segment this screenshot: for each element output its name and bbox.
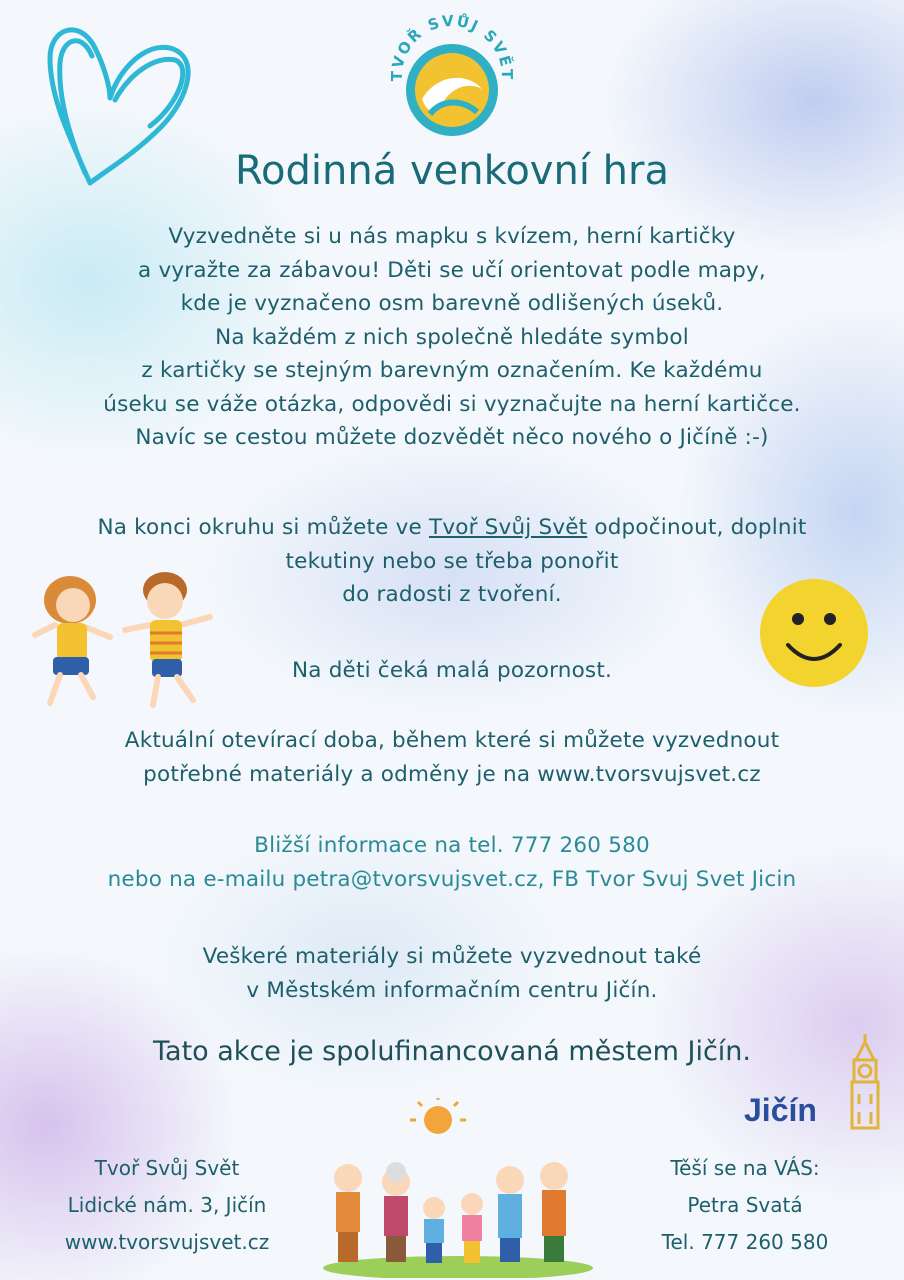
footer-left — [22, 1150, 312, 1261]
intro-paragraph — [0, 220, 904, 455]
contact-line: Bližší informace na tel. 777 260 580 — [254, 833, 650, 858]
intro-line: úseku se váže otázka, odpovědi si vyznačujte na herní kartičce. — [103, 391, 801, 417]
materials-line: v Městském informačním centru Jičín. — [246, 977, 658, 1003]
kids-illustration — [15, 565, 215, 715]
contact-line: nebo na e-mailu petra@tvorsvujsvet.cz, FB Tvor Svuj Svet Jicin — [107, 866, 797, 892]
hours-line: Aktuální otevírací doba, během které si můžete vyzvednout — [124, 728, 780, 753]
hours-line: potřebné materiály a odměny je na www.tvorsvujsvet.cz — [143, 761, 761, 787]
materials-line: Veškeré materiály si můžete vyzvednout také — [202, 944, 702, 969]
footer-org-name: Tvoř Svůj Svět — [94, 1156, 240, 1180]
footer-website: www.tvorsvujsvet.cz — [64, 1230, 270, 1254]
intro-line: Na každém z nich společně hledáte symbol — [215, 324, 689, 350]
hours-paragraph — [0, 724, 904, 791]
footer-right — [610, 1150, 880, 1261]
cofinance-text: Tato akce je spolufinancovaná městem Jičín. — [153, 1036, 751, 1067]
rest-line: do radosti z tvoření. — [342, 582, 562, 607]
tvor-svuj-svet-link[interactable]: Tvoř Svůj Svět — [428, 515, 588, 540]
tvor-svuj-svet-logo — [382, 4, 522, 144]
gift-text: Na děti čeká malá pozornost. — [292, 658, 612, 683]
page-title: Rodinná venkovní hra — [235, 148, 669, 194]
rest-text: odpočinout, doplnit — [587, 515, 807, 540]
materials-paragraph — [0, 940, 904, 1007]
footer-contact-name: Petra Svatá — [687, 1193, 803, 1217]
intro-line: z kartičky se stejným barevným označením. Ke každému — [141, 358, 763, 383]
footer-greeting: Těší se na VÁS: — [670, 1156, 820, 1180]
jicin-logo-text: Jičín — [744, 1092, 817, 1128]
family-illustration — [318, 1098, 598, 1278]
intro-line: Vyzvedněte si u nás mapku s kvízem, herní kartičky — [168, 224, 736, 249]
intro-line: a vyražte za zábavou! Děti se učí orientovat podle mapy, — [138, 257, 766, 283]
contact-paragraph — [0, 829, 904, 896]
jicin-tower-icon — [846, 1032, 884, 1132]
intro-line: Navíc se cestou můžete dozvědět něco nového o Jičíně :-) — [135, 425, 769, 450]
rest-text: Na konci okruhu si můžete ve — [97, 515, 429, 540]
rest-line: tekutiny nebo se třeba ponořit — [285, 548, 619, 574]
logo-text: TVOŘ SVŮJ SVĚT — [387, 11, 517, 82]
intro-line: kde je vyznačeno osm barevně odlišených úseků. — [180, 291, 724, 316]
footer-address: Lidické nám. 3, Jičín — [67, 1193, 267, 1217]
footer-phone: Tel. 777 260 580 — [661, 1230, 829, 1254]
